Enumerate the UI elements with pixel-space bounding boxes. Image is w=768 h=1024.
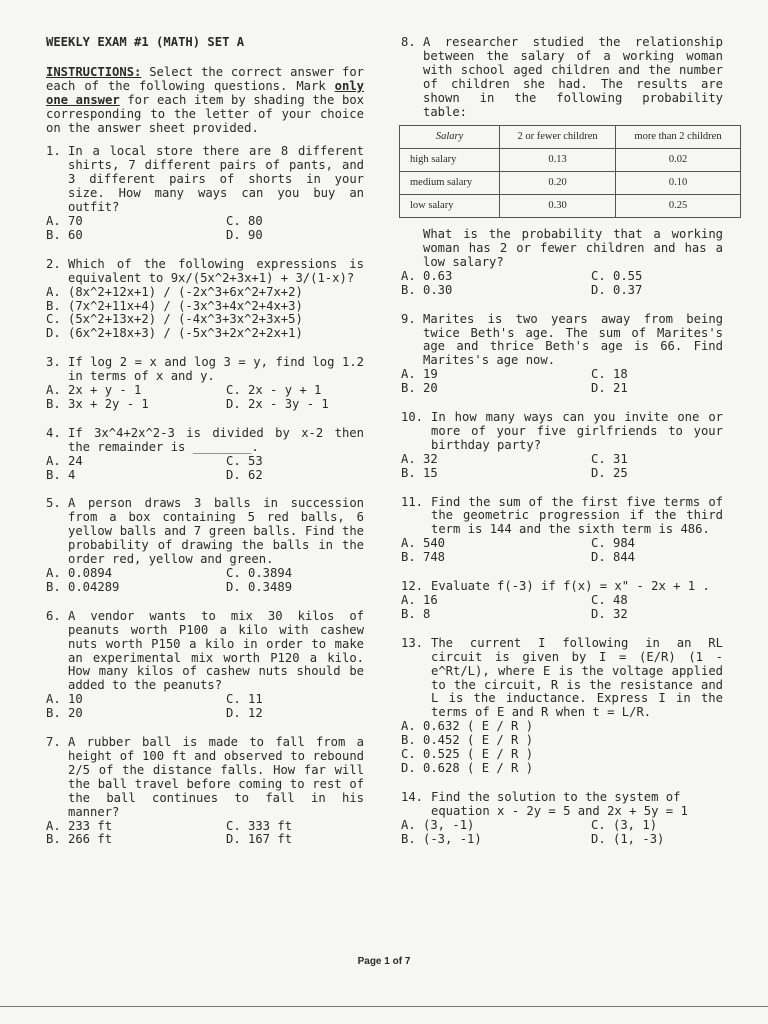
question-text: If 3x^4+2x^2-3 is divided by x-2 then the remainder is ________.	[68, 425, 364, 454]
table-cell: 0.13	[500, 149, 616, 172]
question-8	[401, 36, 723, 298]
option: A. (3, -1)	[401, 817, 475, 832]
instructions-text-2: for each item by shading the box corresponding to the letter of your choice on the answer sheet provided.	[46, 92, 364, 135]
question-number: 12.	[401, 579, 424, 594]
question-number: 3.	[46, 355, 61, 370]
question-text: A person draws 3 balls in succession from a box containing 5 red balls, 6 yellow balls and 7 green balls. Find the probability of drawing the balls in the order red, yellow and green.	[68, 496, 364, 567]
option: B. 266 ft	[46, 832, 113, 847]
option: D. 844	[591, 550, 636, 565]
option: C. (3, 1)	[591, 817, 658, 832]
option: B. 60	[46, 227, 83, 242]
option: C. 2x - y + 1	[226, 383, 322, 398]
option: B. 0.04289	[46, 579, 120, 594]
question-4	[46, 427, 364, 483]
table-cell: 0.02	[616, 149, 741, 172]
exam-title: WEEKLY EXAM #1 (MATH) SET A	[46, 35, 245, 49]
table-header: Salary	[400, 126, 500, 149]
left-column	[46, 36, 364, 862]
option: A. 2x + y - 1	[46, 383, 142, 398]
option: D. 12	[226, 706, 263, 721]
option: A. 0.63	[401, 268, 453, 283]
question-12	[401, 580, 723, 622]
question-followup: What is the probability that a working woman has 2 or fewer children and has a low salary?	[423, 227, 723, 269]
question-13	[401, 637, 723, 776]
table-cell: 0.20	[500, 172, 616, 195]
question-text: In a local store there are 8 different shirts, 7 different pairs of pants, and 3 different pairs of shorts in your size. How many ways can you buy an outfit?	[68, 144, 364, 215]
table-cell: high salary	[400, 149, 500, 172]
option: A. 233 ft	[46, 818, 113, 833]
question-text: Find the sum of the first five terms of the geometric progression if the third term is 144 and the sixth term is 486.	[431, 494, 723, 537]
option: A. 24	[46, 453, 83, 468]
option: C. 333 ft	[226, 818, 293, 833]
option: B. (7x^2+11x+4) / (-3x^3+4x^2+4x+3)	[46, 298, 303, 313]
option: C. 48	[591, 593, 628, 607]
table-header-row	[400, 126, 741, 149]
question-5	[46, 497, 364, 594]
option: B. 0.452 ( E / R )	[401, 733, 534, 748]
table-row	[400, 195, 741, 218]
option: D. 25	[591, 465, 628, 480]
option: D. 167 ft	[226, 832, 293, 847]
option: B. 20	[401, 381, 438, 396]
question-text: If log 2 = x and log 3 = y, find log 1.2 in terms of x and y.	[68, 355, 364, 384]
option: A. 32	[401, 451, 438, 466]
table-cell: medium salary	[400, 172, 500, 195]
table-cell: 0.10	[616, 172, 741, 195]
table-cell: low salary	[400, 195, 500, 218]
option: B. 8	[401, 606, 431, 621]
option: A. 0.0894	[46, 566, 113, 580]
question-number: 10.	[401, 410, 424, 425]
question-11	[401, 496, 723, 566]
question-1	[46, 145, 364, 242]
option: C. 53	[226, 453, 263, 468]
question-number: 7.	[46, 735, 61, 750]
instructions-label: INSTRUCTIONS:	[46, 64, 142, 79]
question-number: 11.	[401, 494, 424, 509]
option: B. 0.30	[401, 282, 453, 297]
question-number: 6.	[46, 608, 61, 623]
question-14	[401, 791, 723, 847]
option: D. 21	[591, 381, 628, 396]
question-text: The current I following in an RL circuit is given by I = (E/R) (1 - e^Rt/L), where E is the voltage applied to the circuit, R is the resistance and L is the inductance. Express I in the terms of E and R when t = L/R.	[431, 635, 723, 720]
option: C. 0.3894	[226, 566, 293, 580]
question-number: 4.	[46, 425, 61, 440]
option: C. 11	[226, 692, 263, 707]
question-number: 2.	[46, 256, 61, 271]
question-3	[46, 356, 364, 412]
option: C. 80	[226, 213, 263, 228]
question-number: 13.	[401, 635, 424, 650]
option: D. 32	[591, 606, 628, 621]
table-row	[400, 149, 741, 172]
option: B. 20	[46, 706, 83, 721]
option: A. 16	[401, 593, 438, 607]
question-10	[401, 411, 723, 481]
question-number: 8.	[401, 35, 416, 49]
question-2	[46, 258, 364, 341]
instructions-emphasis: only one answer	[46, 78, 364, 107]
right-column	[401, 36, 723, 862]
instructions-text-1: Select the correct answer for each of the following questions. Mark	[46, 64, 364, 93]
option: A. (8x^2+12x+1) / (-2x^3+6x^2+7x+2)	[46, 284, 303, 299]
option: D. 0.37	[591, 282, 643, 297]
question-text: Find the solution to the system of equation x - 2y = 5 and 2x + 5y = 1	[431, 789, 688, 818]
question-9	[401, 313, 723, 396]
option: D. 90	[226, 227, 263, 242]
table-header: 2 or fewer children	[500, 126, 616, 149]
option: C. 18	[591, 367, 628, 382]
option: A. 540	[401, 536, 446, 551]
option: C. (5x^2+13x+2) / (-4x^3+3x^2+3x+5)	[46, 312, 303, 327]
table-row	[400, 172, 741, 195]
option: B. 4	[46, 467, 76, 482]
option: B. (-3, -1)	[401, 831, 482, 846]
question-number: 14.	[401, 789, 424, 804]
option: A. 19	[401, 367, 438, 382]
question-7	[46, 736, 364, 847]
option: B. 3x + 2y - 1	[46, 396, 149, 411]
instructions	[46, 66, 364, 136]
question-text: Evaluate f(-3) if f(x) = x" - 2x + 1 .	[431, 579, 710, 594]
question-number: 1.	[46, 144, 61, 159]
question-number: 9.	[401, 311, 416, 326]
option: A. 10	[46, 692, 83, 707]
option: A. 0.632 ( E / R )	[401, 719, 534, 734]
option: D. 0.3489	[226, 579, 293, 594]
question-text: In how many ways can you invite one or more of your five girlfriends to your birthday party?	[431, 410, 723, 452]
option: A. 70	[46, 213, 83, 228]
option: D. (6x^2+18x+3) / (-5x^3+2x^2+2x+1)	[46, 326, 303, 341]
page-number: Page 1 of 7	[357, 956, 411, 967]
option: C. 984	[591, 536, 636, 551]
question-number: 5.	[46, 496, 61, 511]
question-text: Which of the following expressions is equivalent to 9x/(5x^2+3x+1) + 3/(1-x)?	[68, 256, 364, 285]
option: C. 31	[591, 451, 628, 466]
option: C. 0.55	[591, 268, 643, 283]
option: B. 748	[401, 550, 446, 565]
question-6	[46, 610, 364, 721]
question-text: A rubber ball is made to fall from a height of 100 ft and observed to rebound 2/5 of the distance falls. How far will the ball travel before coming to rest of the ball continues to fall in his manner?	[68, 735, 364, 819]
question-text: A researcher studied the relationship between the salary of a working woman with school aged children and the number of children she had. The results are shown in the following probability table:	[423, 35, 723, 119]
option: D. 0.628 ( E / R )	[401, 760, 534, 775]
page-bottom-divider	[0, 1006, 768, 1007]
option: B. 15	[401, 465, 438, 480]
option: C. 0.525 ( E / R )	[401, 747, 534, 762]
option: D. 62	[226, 467, 263, 482]
table-header: more than 2 children	[616, 126, 741, 149]
question-text: Marites is two years away from being twice Beth's age. The sum of Marites's age and thrice Beth's age is 66. Find Marites's age now.	[423, 311, 723, 368]
option: D. (1, -3)	[591, 831, 665, 846]
option: D. 2x - 3y - 1	[226, 396, 329, 411]
question-text: A vendor wants to mix 30 kilos of peanuts worth P100 a kilo with cashew nuts worth P150 a kilo in order to make an experimental mix worth P120 a kilo. How many kilos of cashew nuts should be added to the peanuts?	[68, 608, 364, 693]
probability-table	[399, 125, 741, 218]
table-cell: 0.30	[500, 195, 616, 218]
table-cell: 0.25	[616, 195, 741, 218]
